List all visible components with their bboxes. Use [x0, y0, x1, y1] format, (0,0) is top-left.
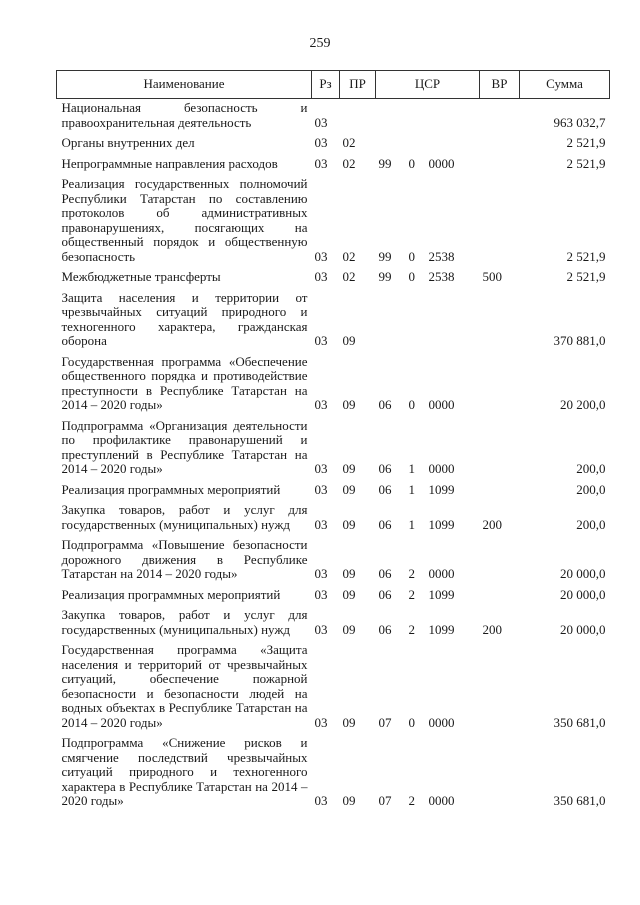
row-vr: 200 — [482, 621, 502, 637]
row-name: Национальная безопасность и правоохранительная деятельность — [61, 100, 308, 130]
row-rz: 03 — [314, 269, 328, 284]
row-name: Реализация программных мероприятий — [61, 586, 281, 602]
row-csr-subprogram: 0 — [408, 155, 415, 171]
row-csr-subprogram: 0 — [408, 714, 415, 730]
row-csr-direction: 0000 — [428, 793, 455, 808]
row-csr-program: 07 — [378, 793, 392, 808]
table-row — [57, 536, 610, 586]
row-vr — [480, 536, 520, 586]
row-name: Государственная программа «Обеспечение общественного порядка и противодействие преступности в Республике Татарстан на 2014 – 2020 годы» — [61, 353, 308, 412]
row-sum: 200,0 — [576, 516, 606, 532]
budget-table — [56, 70, 610, 813]
row-pr: 09 — [342, 586, 356, 602]
row-csr-direction: 1099 — [428, 516, 455, 532]
row-csr-direction — [426, 99, 480, 135]
row-vr — [480, 586, 520, 607]
row-name: Подпрограмма «Повышение безопасности дорожного движения в Республике Татарстан на 2014 – 2020 годы» — [61, 537, 308, 581]
row-rz: 03 — [314, 248, 328, 264]
row-pr: 09 — [342, 566, 356, 581]
row-csr-program: 99 — [378, 248, 392, 264]
row-pr: 02 — [342, 135, 356, 150]
row-sum: 370 881,0 — [553, 333, 606, 348]
row-pr: 09 — [342, 481, 356, 497]
row-csr-direction: 1099 — [428, 621, 455, 637]
row-csr-program: 99 — [378, 155, 392, 171]
row-sum: 20 000,0 — [560, 566, 606, 581]
row-sum: 963 032,7 — [553, 114, 606, 130]
row-csr-direction: 0000 — [428, 397, 455, 412]
row-csr-subprogram — [406, 99, 426, 135]
row-vr: 500 — [482, 269, 502, 284]
table-row — [57, 606, 610, 641]
row-vr — [480, 481, 520, 502]
table-row — [57, 268, 610, 289]
table-row — [57, 289, 610, 353]
row-vr — [480, 417, 520, 481]
row-rz: 03 — [314, 516, 328, 532]
row-rz: 03 — [314, 481, 328, 497]
row-pr: 09 — [342, 461, 356, 476]
row-csr-subprogram: 2 — [408, 566, 415, 581]
row-sum: 20 200,0 — [560, 397, 606, 412]
row-name: Реализация программных мероприятий — [61, 481, 281, 497]
row-rz: 03 — [314, 566, 328, 581]
row-name: Непрограммные направления расходов — [61, 155, 278, 171]
row-csr-direction: 0000 — [428, 461, 455, 476]
row-name: Подпрограмма «Снижение рисков и смягчение последствий чрезвычайных ситуаций природного и техногенного характера в Республике Татарстан на 2014 – 2020 годы» — [61, 735, 308, 808]
table-row — [57, 353, 610, 417]
table-row — [57, 501, 610, 536]
table-row — [57, 641, 610, 734]
row-vr — [480, 353, 520, 417]
row-rz: 03 — [314, 621, 328, 637]
row-name: Межбюджетные трансферты — [61, 269, 221, 284]
table-row — [57, 586, 610, 607]
row-rz: 03 — [314, 586, 328, 602]
table-row — [57, 734, 610, 813]
row-csr-subprogram: 0 — [408, 269, 415, 284]
table-row — [57, 134, 610, 155]
row-csr-program: 06 — [378, 621, 392, 637]
table-body — [57, 99, 610, 813]
row-csr-direction — [426, 134, 480, 155]
row-vr — [480, 289, 520, 353]
header-pr: ПР — [340, 71, 376, 99]
row-csr-subprogram: 2 — [408, 586, 415, 602]
row-pr — [340, 99, 376, 135]
row-pr: 09 — [342, 333, 356, 348]
row-vr — [480, 155, 520, 176]
header-sum: Сумма — [520, 71, 610, 99]
row-name: Органы внутренних дел — [61, 135, 195, 150]
row-pr: 09 — [342, 516, 356, 532]
row-csr-direction: 2538 — [428, 269, 455, 284]
row-name: Защита населения и территории от чрезвычайных ситуаций природного и техногенного характера, гражданская оборона — [61, 289, 308, 348]
row-csr-direction: 0000 — [428, 566, 455, 581]
row-pr: 09 — [342, 714, 356, 730]
row-sum: 2 521,9 — [566, 269, 606, 284]
row-rz: 03 — [314, 397, 328, 412]
row-name: Закупка товаров, работ и услуг для государственных (муниципальных) нужд — [61, 502, 308, 532]
row-csr-program: 99 — [378, 269, 392, 284]
row-csr-subprogram — [406, 289, 426, 353]
row-csr-subprogram: 2 — [408, 621, 415, 637]
row-csr-subprogram: 0 — [408, 248, 415, 264]
row-csr-program: 06 — [378, 566, 392, 581]
table-row — [57, 481, 610, 502]
row-rz: 03 — [314, 714, 328, 730]
row-name: Подпрограмма «Организация деятельности по профилактике правонарушений и преступлений в Республике Татарстан на 2014 – 2020 годы» — [61, 417, 308, 476]
row-csr-subprogram: 1 — [408, 516, 415, 532]
row-rz: 03 — [314, 114, 328, 130]
row-csr-program: 06 — [378, 516, 392, 532]
row-rz: 03 — [314, 333, 328, 348]
row-name: Государственная программа «Защита населения и территорий от чрезвычайных ситуаций, обеспечение пожарной безопасности и безопасности людей на водных объектах в Республике Татарстан на 2014 – 2020 годы» — [61, 642, 308, 730]
row-csr-program: 06 — [378, 586, 392, 602]
row-pr: 02 — [342, 248, 356, 264]
row-vr — [480, 99, 520, 135]
row-name: Реализация государственных полномочий Республики Татарстан по составлению протоколов об административных правонарушениях, посягающих на общественный порядок и общественную безопасность — [61, 176, 308, 264]
row-pr: 09 — [342, 793, 356, 808]
table-row — [57, 99, 610, 135]
row-sum: 20 000,0 — [560, 621, 606, 637]
row-sum: 350 681,0 — [553, 793, 606, 808]
row-vr — [480, 641, 520, 734]
row-csr-direction: 2538 — [428, 248, 455, 264]
row-sum: 2 521,9 — [566, 248, 606, 264]
table-row — [57, 417, 610, 481]
header-vr: ВР — [480, 71, 520, 99]
row-csr-program: 06 — [378, 481, 392, 497]
page-number: 259 — [309, 36, 331, 51]
row-rz: 03 — [314, 461, 328, 476]
row-vr — [480, 734, 520, 813]
row-csr-direction: 1099 — [428, 586, 455, 602]
row-rz: 03 — [314, 135, 328, 150]
row-csr-direction — [426, 289, 480, 353]
row-name: Закупка товаров, работ и услуг для государственных (муниципальных) нужд — [61, 607, 308, 637]
header-name: Наименование — [57, 71, 312, 99]
row-csr-direction: 1099 — [428, 481, 455, 497]
table-header — [57, 71, 610, 99]
row-rz: 03 — [314, 155, 328, 171]
row-sum: 2 521,9 — [566, 155, 606, 171]
table-row — [57, 155, 610, 176]
header-rz: Рз — [312, 71, 340, 99]
row-vr: 200 — [482, 516, 502, 532]
row-csr-subprogram: 2 — [408, 793, 415, 808]
table-row — [57, 175, 610, 268]
row-csr-subprogram: 1 — [408, 481, 415, 497]
row-csr-program — [376, 134, 406, 155]
row-csr-program — [376, 99, 406, 135]
row-csr-subprogram: 1 — [408, 461, 415, 476]
row-sum: 200,0 — [576, 461, 606, 476]
row-csr-program: 06 — [378, 461, 392, 476]
row-csr-subprogram: 0 — [408, 397, 415, 412]
row-vr — [480, 175, 520, 268]
row-vr — [480, 134, 520, 155]
row-pr: 02 — [342, 155, 356, 171]
row-csr-program — [376, 289, 406, 353]
row-csr-subprogram — [406, 134, 426, 155]
row-csr-program: 06 — [378, 397, 392, 412]
row-csr-direction: 0000 — [428, 714, 455, 730]
row-csr-direction: 0000 — [428, 155, 455, 171]
row-rz: 03 — [314, 793, 328, 808]
row-csr-program: 07 — [378, 714, 392, 730]
row-pr: 09 — [342, 397, 356, 412]
row-sum: 20 000,0 — [560, 586, 606, 602]
row-pr: 09 — [342, 621, 356, 637]
row-sum: 2 521,9 — [566, 135, 606, 150]
header-csr: ЦСР — [376, 71, 480, 99]
row-pr: 02 — [342, 269, 356, 284]
row-sum: 350 681,0 — [553, 714, 606, 730]
row-sum: 200,0 — [576, 481, 606, 497]
